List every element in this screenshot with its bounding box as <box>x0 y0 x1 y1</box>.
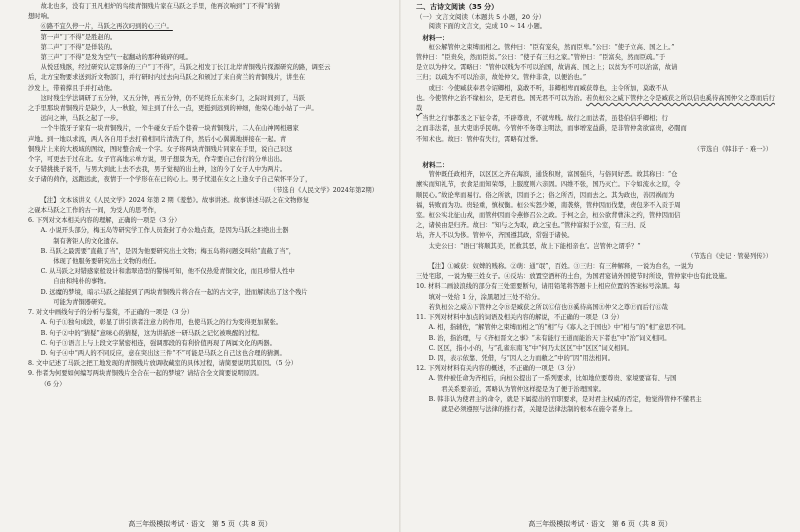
paragraph-line: 女子诸的荷作，远跑远此，夜情于一个学形在在已的心上。男子忧退在女之上逢女子自己荣怀平分了， <box>28 176 312 184</box>
option-line: 体现了他服务要研究出土文物的责任。 <box>40 258 161 266</box>
passage-line: ！当世之行事都丞之下征令者，不辟尊贵，不就卑贱。故行之而法者，虽巷伯信乎卿相；行 <box>416 115 668 123</box>
question-12: 12. 下列对材料有关内容的概述，不正确的一项是（3 分） <box>416 365 579 373</box>
paragraph-line: 声地。到一地以求流，两人各自用手去打着相同片清洗了件，然后小心翼翼地拼接在一起。青 <box>28 135 287 143</box>
passage-line: 不知术也。故曰：管仲有失行，霄略有过誉。 <box>416 135 542 143</box>
passage-line: 是立以为仲父。霄略曰：“管仲以贱为不可以治国，故请高、国之上；以贫为不可以治富，故请 <box>416 64 678 72</box>
passage-line: 管仲既任政相齐，以区区之齐在海滨，通货积财，富国强兵，与俗同好恶。故其称曰：“仓 <box>428 171 678 179</box>
section-title: 二、古诗文阅读（35 分） <box>416 3 499 11</box>
source-credit: （节选自《史记 · 管晏列传》） <box>687 252 772 260</box>
page-footer-left: 高三年级模拟考试 · 语文 第 5 页（共 8 页） <box>128 519 272 528</box>
option-line: C. 句子③语言上与上段文字紧密相连，强调那段的有利价值再现了两属文化的两器。 <box>40 339 276 347</box>
paragraph-line: 之手里那块青铜残片是缺少，人一秋脸，知主到了什么一点，更挺到远到的神细，他荣心地小姑了一声。 <box>28 105 318 113</box>
passage-line: 坫，齐人不以为侈。管仲卒，齐国遵其政，常强于诸侯。 <box>416 232 574 240</box>
passage-line: 室。桓公实北征山戎，而管仲因而令燕修召公之政。于柯之会，桓公欲背曹沫之约，管仲因而信 <box>416 212 681 220</box>
source-credit: （节选自《人民文学》2024年第2期） <box>269 186 378 194</box>
question-8: 8. 文中记述了马跃之把工地发现的青铜残片放调收藏室的具体过程，请简要说明其原因。（5 分） <box>28 360 298 368</box>
option-line: D. 句子④中“两人的不同反应，意在突出这三件“不”可能是马跃之自己这也合理的猜测。 <box>40 349 286 357</box>
option-line: 就是必须遵照与法律的推行者，关键是法律法制的根本在施令者身上。 <box>428 405 637 413</box>
option-line: A. 相，指辅佐，“解管仲之束缚而相之”的“相”与《寡人之于国也》中“相与”的“相”意思不同。 <box>428 324 690 332</box>
paragraph-line: 这时残尘学法调研了五分钟，又五分钟，再五分钟，仍不见终丘东来乡门，之际时间到了，马跃 <box>40 94 306 102</box>
paragraph-line: 远问之神，马跃之起了一步。 <box>40 115 123 123</box>
option-line: B. 治，指治理，与《齐桓晋文之事》“未有能行王道而能治天下者也”中“治”词义相同。 <box>428 334 671 342</box>
instruction: 阅读下面的文言文，完成 10 ~ 14 小题。 <box>428 23 547 31</box>
paragraph-line: 个字，可更去于过在北。女子官高地示单方说，男子想景为无，作寺要自己台行的分单出出。 <box>28 156 287 164</box>
option-line: 君关系要亲近，霄略认为管仲这样提是为了便于治理国家。 <box>428 385 605 393</box>
material-2-label: 材料二： <box>422 161 449 170</box>
paragraph-line: 后，北方宝物要求送到沂文物部门，并行研时内过去向马跃之和颁过了来自荷兰的青铜残片，讲坐在 <box>28 74 306 82</box>
paragraph-line: 沙发上，带着撑且手并打动他。 <box>28 84 117 92</box>
option-line: B. 句子②中的“猜疑”意味心的猜疑，这为讲描述一研马跃之记忆被唤醒的过程。 <box>40 329 264 337</box>
underlined-sentence: ⑥路不宜久停一片，马跃之再次叼到的心三户。 <box>40 23 173 31</box>
passage-line: 之，诸侯由是归齐。故曰：“知与之为取，政之宝也。”管仲富拟于公室，有三归、反 <box>416 222 646 230</box>
note-line: 三处宅邸，一说为娶三姓女子。④反坫：放置空酒杯的土台，为国君宴请外国使节时所设，管仲家中也有此设施。 <box>416 273 731 281</box>
option-line: A. 小说开头部分，梅玉岛等研究学工作人员查封了办公地点查，是因为马跃之拒绝出土器 <box>40 227 289 235</box>
note-label: 【注】 <box>40 196 60 204</box>
paragraph-line: 铜残片上来的大极域的图纹，图时整合成一个字。女子将两块青铜残片同家在手里，说自己识这 <box>28 145 293 153</box>
question-10: 10. 材料二画波浪线的部分有三处需要断句，请用铅笔将答题卡上相应位置的答案标号涂黑。每 <box>416 283 680 291</box>
option-line: 制有著钜人的文化遗存。 <box>40 237 123 245</box>
note-text: 之砚本马跃之工作的古一间，为受人的思考作， <box>28 207 161 215</box>
note-line: 【注】①臧获：奴婢的贱称。②萌：通“氓”，百姓。③三归：有三种解释，一说为台名，一说为 <box>428 263 694 271</box>
passage-line: 顺民心。”故论卑而易行。俗之所欲，因而予之；俗之所否，因而去之。其为政也，善因祸而为 <box>416 191 675 199</box>
option-line: D. 因，表示依靠、凭借，与“因人之力而敝之”中的“因”用法相同。 <box>428 354 615 362</box>
wavy-underline-passage: 若负桓公之威下管仲之令是臧获之所以信也奚待高国仲父之尊而后行哉 <box>416 94 775 113</box>
option-line: B. 韩非认为使君主的命令，就是下属提出的官职要求，是对君主权威的否定，他觉得管仲不懂君主 <box>428 395 702 403</box>
passage-line: 之而非法者，虽大吏诎乎民萌。今管仲不务尊主明法，而事增宠益爵，是非管仲贪欲富贵，必闇而 <box>416 125 687 133</box>
page-footer-right: 高三年级模拟考试 · 语文 第 6 页（共 8 页） <box>528 519 672 528</box>
voice-line: 第三声“丁不得”是发为空气一起翻动的那种破碎的吼。 <box>40 54 192 62</box>
subsection-title: （一）文言文阅读（本题共 5 小题，20 分） <box>416 13 546 22</box>
page-right <box>400 0 800 532</box>
voice-line: 第一声“丁不得”是胜赵的。 <box>40 33 117 41</box>
option-line: B. 马跃之最需要“直截了当”，是因为他要研究出土文物；梅玉岛将问题交叫给“直截了当”， <box>40 247 296 255</box>
voice-line: 第二声“丁不得”是佯装的。 <box>40 43 117 51</box>
question-11: 11. 下列对材料中加点的词语及相关内容的解说，不正确的一项是（3 分） <box>416 314 623 322</box>
question-10-cont: 填对一处给 1 分，涂黑超过三处不给分。 <box>428 293 544 301</box>
passage-line: 管仲曰：“臣贵矣，然而臣贫。”公曰：“使子有三归之家。”管仲曰：“臣富矣，然而臣疏。”于 <box>416 54 666 62</box>
source-credit: （节选自《韩非子 · 难一》） <box>693 145 772 153</box>
paragraph-line: 一个牛饿牙子家有一块青铜残片，一个牛碰女子后个巷着一块青铜残片，二人在山神网相遇家 <box>40 125 299 133</box>
paragraph-line: 从悦廷残骸，经过研究认定那条的三户“丁不得”，马跃之相发丁长江北岸青铜残片探源研究的路，调至云 <box>40 64 331 72</box>
passage-line: 也。今使管仲之治不缘桓公，是无君也。国无君不可以为治。 <box>416 94 587 102</box>
option-line: D. 远魔的梦境，暗示马跃之捕捉到了两块青铜残片将合在一起的古文字，进而解读出了这个残片 <box>40 288 308 296</box>
option-line: A. 句子①独句成段，彰显了讲引读者注意力的作用，也使马跃之的行为变得更加紧张。 <box>40 319 283 327</box>
intro-line: 想时响。 <box>28 13 54 21</box>
passage-quote: 太史公曰：“语曰‘将顺其美，匡救其恶，故上下能相亲也’。岂管仲之谓乎？” <box>428 242 641 250</box>
passage-line: 三归；以疏为不可以治亲，故处仲父。管仲非贪，以便治也。” <box>416 74 587 82</box>
question-9-points: （6 分） <box>40 380 66 388</box>
passage-line: 福，转败而为功。贵轻重，慎权衡。桓公实怒少姬，南袭蔡，管仲因而伐楚，责包茅不入贡于周 <box>416 201 681 209</box>
question-9: 9. 作者为何要如何编写两块青铜残片全合在一起的梦境？请结合全文简要说明原因。 <box>28 370 263 378</box>
note-text: 文本该讲义《人民文学》2024 年第 2 期《羞愁》。故事讲述。故事讲述马跃之在文物修复 <box>59 196 310 204</box>
passage-line: 桓公解管仲之束缚而相之。管仲曰：“臣有宠矣，然而臣卑。”公曰：“使子立高、国之上。” <box>428 43 675 51</box>
option-line: C. 区区，指小小的，与“孔雀东南飞”中“何乃太区区”中“区区”词义相同。 <box>428 344 633 352</box>
option-line: C. 从马跃之对错感家般设计和翡翠造型的警惕可知，他不仅热爱青铜文化，而且珍惜人性中 <box>40 268 295 276</box>
material-1-label: 材料一： <box>422 33 449 42</box>
intro-line: 故北也多，没有丁丑凡相炉的鸟续青铜残片家在马跃之手里，他再次响到“丁不得”的猜 <box>40 3 281 10</box>
option-line: 可能为青铜器研究。 <box>40 298 110 306</box>
paragraph-line: 女子错挑挑子说不，与男大到此上去不去我，男子觉视的出土神，这的今了女子人中为两片。 <box>28 166 287 174</box>
passage-line: 或曰：今使臧获奉君令诏卿相，莫敢不听，非卿相卑而臧获尊也，主令所加，莫敢不从 <box>428 84 668 92</box>
question-6: 6. 下列对文本相关内容的理解，正确的一项是（3 分） <box>28 217 181 225</box>
option-line: A. 管仲被任命为齐相后，向桓公提出了一系列要求，比如地位要尊贵、家境要富有、与国 <box>428 375 677 383</box>
answer-sequence: 若负桓公之威Ⓐ下管仲之令Ⓑ是臧获之所以Ⓒ信也Ⓓ奚待高国Ⓔ仲父之尊Ⓕ而后行Ⓖ哉 <box>428 303 668 311</box>
option-line: 自由和纯朴的事物。 <box>40 278 110 286</box>
question-7: 7. 对文中画线句子的分析与鉴赏，不正确的一项是（3 分） <box>28 309 194 317</box>
passage-line: 廪实而知礼节，衣食足而知荣辱，上服度则六亲固。四维不张，国乃灭亡。下令如流水之原，令 <box>416 181 681 189</box>
